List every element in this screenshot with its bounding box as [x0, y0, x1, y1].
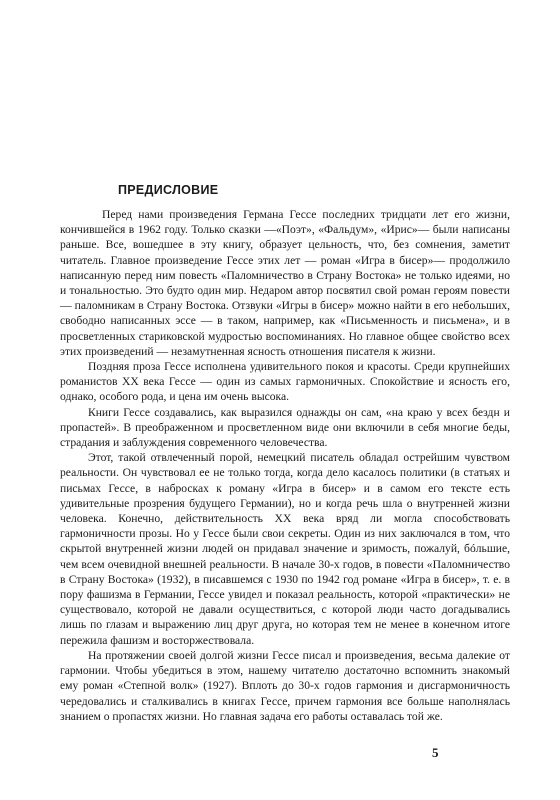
paragraph-2: Поздняя проза Гессе исполнена удивительного покоя и красоты. Среди крупнейших романистов XX века Гессе — один из самых гармоничных. Спокойствие и ясность его, однако, особого рода, и цена им очень высока.: [60, 360, 510, 404]
paragraph-5: На протяжении своей долгой жизни Гессе писал и произведения, весьма далекие от гармонии. Чтобы убедиться в этом, нашему читателю достаточно вспомнить знакомый ему роман «Степной волк» (1927). Вплоть до 30-х годов гармония и дисгармоничность чередовались и сталкивались в книгах Гессе, причем гармония все больше наполнялась знанием о пропастях жизни. Но главная задача его работы оставалась той же.: [60, 648, 510, 723]
paragraph-3: Книги Гессе создавались, как выразился однажды он сам, «на краю у всех бездн и пропастей». В преображенном и просветленном виде они включили в себя многие беды, страдания и заблуждения современного человечества.: [60, 405, 510, 450]
paragraph-1: Перед нами произведения Германа Гессе последних тридцати лет его жизни, кончившейся в 1962 году. Только сказки —«Поэт», «Фальдум», «Ирис»— были написаны раньше. Все, вошедшее в эту книгу, образует цельность, что, без сомнения, заметит читатель. Главное произведение Гессе этих лет — роман «Игра в бисер»— продолжило написанную перед ним повесть «Паломничество в Страну Востока» не только идеями, но и тональностью. Это будто один мир. Недаром автор посвятил свой роман героям повести — паломникам в Страну Востока. Отзвуки «Игры в бисер» можно найти в его небольших, свободно написанных эссе — в таком, например, как «Письменность и письмена», и в просветленных стариковской мудростью воспоминаниях. Но главное общее свойство всех этих произведений — незамутненная ясность отношения писателя к жизни.: [60, 208, 510, 358]
paragraph-4: Этот, такой отвлеченный порой, немецкий писатель обладал острейшим чувством реальности. Он чувствовал ее не только тогда, когда дело касалось политики (в статьях и письмах Гессе, в набросках к роману «Игра в бисер» и в самом его тексте есть удивительные прозрения будущего Германии), но и когда речь шла о внутренней жизни человека. Конечно, действительность XX века вряд ли могла способствовать гармоничности прозы. Но у Гессе были свои секреты. Один из них заключался в том, что скрытой внутренней жизни людей он придавал значение и зримость, пожалуй, бóльшие, чем всем очевидной внешней реальности. В начале 30-х годов, в повести «Паломничество в Страну Востока» (1932), в писавшемся с 1930 по 1942 год романе «Игра в бисер», т. е. в пору фашизма в Германии, Гессе увидел и показал реальность, которой «практически» не существовало, которой не давали осуществиться, с которой люди часто догадывались лишь по глазам и выражению лиц друг друга, но которая тем не менее в конечном итоге пережила фашизм и восторжествовала.: [60, 451, 510, 647]
body-text: [60, 207, 510, 724]
chapter-heading: ПРЕДИСЛОВИЕ: [118, 183, 219, 197]
page-number: 5: [432, 745, 439, 760]
